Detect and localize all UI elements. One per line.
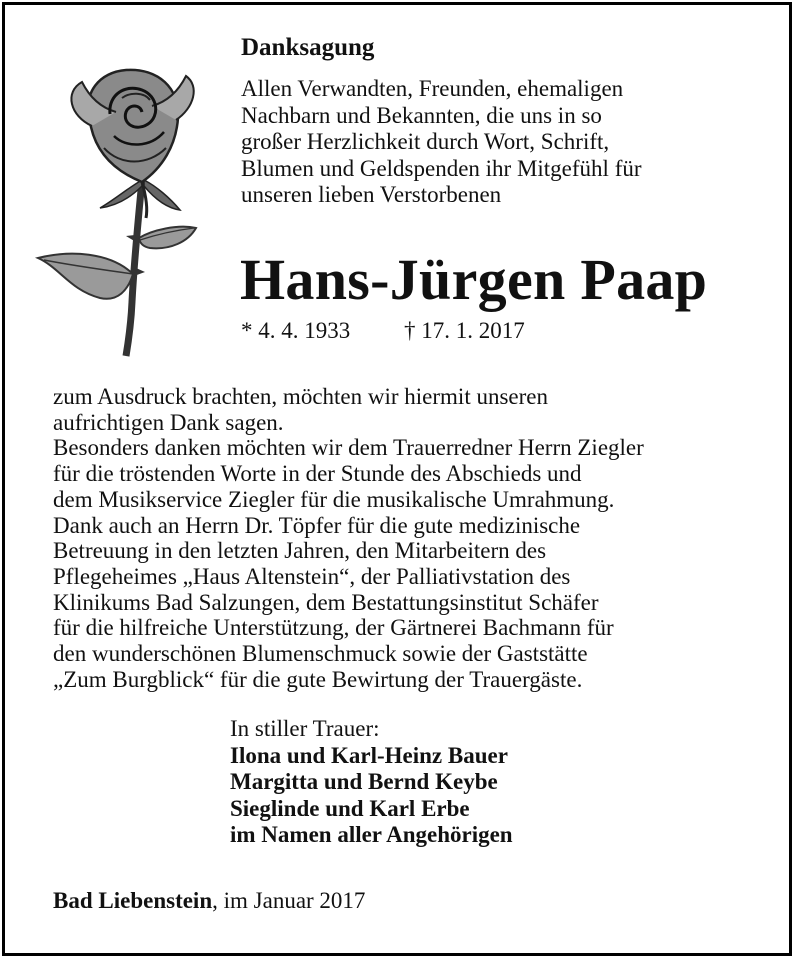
body-line: Betreuung in den letzten Jahren, den Mitarbeitern des	[53, 538, 547, 564]
intro-line: unseren lieben Verstorbenen	[241, 182, 502, 207]
death-date: † 17. 1. 2017	[404, 318, 525, 343]
life-dates	[241, 318, 525, 344]
mourner-name: Sieglinde und Karl Erbe	[230, 795, 470, 821]
place-city: Bad Liebenstein	[53, 888, 213, 913]
body-line: zum Ausdruck brachten, möchten wir hiermit unseren	[53, 384, 548, 409]
body-line: aufrichtigen Dank sagen.	[53, 409, 284, 435]
intro-line: Allen Verwandten, Freunden, ehemaligen	[241, 76, 624, 101]
intro-line: Blumen und Geldspenden ihr Mitgefühl für	[241, 155, 642, 181]
place-date	[53, 888, 365, 914]
body-line: Pflegeheimes „Haus Altenstein“, der Palliativstation des	[53, 563, 571, 589]
mourning-intro: In stiller Trauer:	[230, 716, 380, 741]
body-line: für die hilfreiche Unterstützung, der Gärtnerei Bachmann für	[53, 615, 614, 641]
mourner-name: im Namen aller Angehörigen	[230, 822, 513, 847]
intro-line: großer Herzlichkeit durch Wort, Schrift,	[241, 129, 610, 154]
intro-text	[241, 76, 761, 209]
body-line: dem Musikservice Ziegler für die musikalische Umrahmung.	[53, 486, 615, 512]
body-line: „Zum Burgblick“ für die gute Bewirtung der Trauergäste.	[53, 666, 583, 692]
mourner-name: Ilona und Karl-Heinz Bauer	[230, 742, 508, 768]
body-line: für die tröstenden Worte in der Stunde des Abschieds und	[53, 461, 582, 487]
body-text	[53, 384, 773, 692]
heading: Danksagung	[241, 34, 375, 61]
mourner-name: Margitta und Bernd Keybe	[230, 769, 498, 794]
body-line: Besonders danken möchten wir dem Trauerredner Herrn Ziegler	[53, 435, 644, 461]
body-line: Klinikums Bad Salzungen, dem Bestattungsinstitut Schäfer	[53, 589, 599, 615]
mourners-block	[230, 716, 513, 849]
intro-line: Nachbarn und Bekannten, die uns in so	[241, 102, 602, 128]
rose-icon	[30, 62, 210, 358]
deceased-name: Hans-Jürgen Paap	[240, 247, 708, 312]
place-date-text: , im Januar 2017	[212, 888, 366, 913]
birth-date: * 4. 4. 1933	[241, 318, 351, 343]
body-line: Dank auch an Herrn Dr. Töpfer für die gute medizinische	[53, 512, 581, 538]
body-line: den wunderschönen Blumenschmuck sowie der Gaststätte	[53, 641, 588, 667]
